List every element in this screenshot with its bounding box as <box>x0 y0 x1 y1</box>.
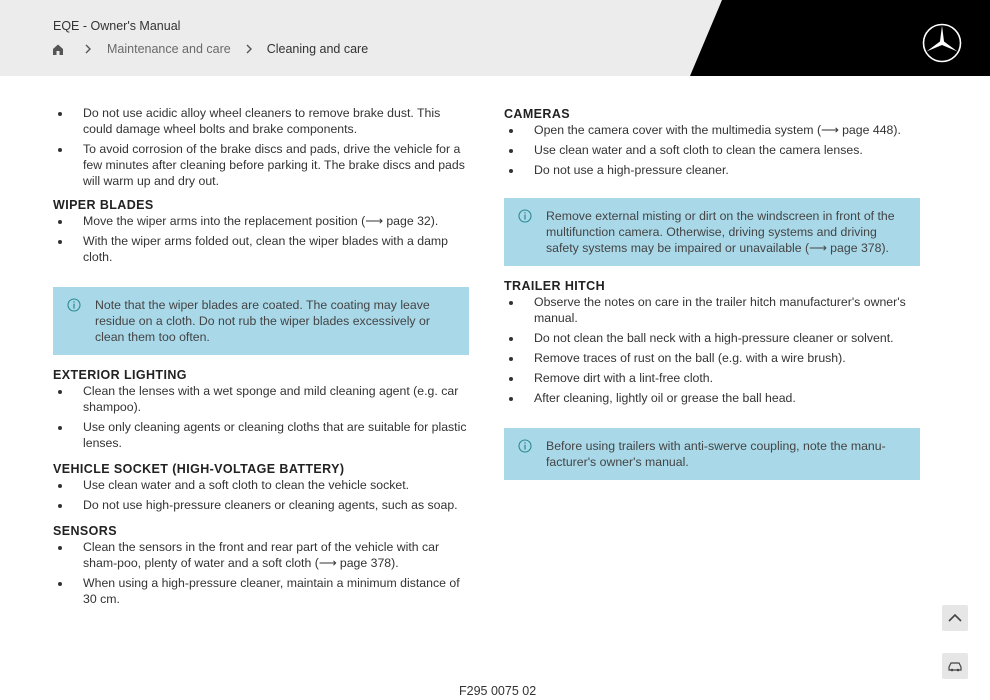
breadcrumb-maintenance[interactable]: Maintenance and care <box>107 42 231 56</box>
list-item: Do not use a high-pressure cleaner. <box>504 162 920 178</box>
list-item: Use clean water and a soft cloth to clean the vehicle socket. <box>53 477 469 493</box>
list-item: Clean the sensors in the front and rear part of the vehicle with car sham-poo, plenty of water and a soft cloth (⟶ page 378). <box>53 539 469 571</box>
list-item: Observe the notes on care in the trailer hitch manufacturer's owner's manual. <box>504 294 920 326</box>
cameras-list <box>504 122 920 178</box>
list-item: When using a high-pressure cleaner, maintain a minimum distance of 30 cm. <box>53 575 469 607</box>
cameras-note <box>504 198 920 266</box>
list-item: Move the wiper arms into the replacement position (⟶ page 32). <box>53 213 469 229</box>
lighting-list <box>53 383 469 451</box>
section-title-socket: VEHICLE SOCKET (HIGH-VOLTAGE BATTERY) <box>53 462 345 476</box>
list-item: Clean the lenses with a wet sponge and mild cleaning agent (e.g. car shampoo). <box>53 383 469 415</box>
list-item: After cleaning, lightly oil or grease the ball head. <box>504 390 920 406</box>
left-column <box>53 105 469 611</box>
info-icon <box>67 298 81 312</box>
wheel-cleaning-list <box>53 105 469 189</box>
section-title-sensors: SENSORS <box>53 524 117 538</box>
sensors-list <box>53 539 469 607</box>
car-icon <box>947 660 963 672</box>
app-title: EQE - Owner's Manual <box>53 19 181 33</box>
list-item: Use clean water and a soft cloth to clean the camera lenses. <box>504 142 920 158</box>
note-text: Before using trailers with anti-swerve coupling, note the manu-facturer's owner's manual. <box>546 439 886 469</box>
list-item: Use only cleaning agents or cleaning cloths that are suitable for plastic lenses. <box>53 419 469 451</box>
hitch-list <box>504 294 920 406</box>
section-title-cameras: CAMERAS <box>504 107 570 121</box>
list-item: Remove traces of rust on the ball (e.g. with a wire brush). <box>504 350 920 366</box>
list-item: To avoid corrosion of the brake discs and pads, drive the vehicle for a few minutes after cleaning before parking it. The brake discs and pads will warm up and dry out. <box>53 141 469 189</box>
home-icon[interactable] <box>52 43 64 56</box>
list-item: Remove dirt with a lint-free cloth. <box>504 370 920 386</box>
chevron-right-icon <box>245 44 253 54</box>
figure-code: F295 0075 02 <box>459 684 537 698</box>
info-icon <box>518 439 532 453</box>
list-item: Open the camera cover with the multimedia system (⟶ page 448). <box>504 122 920 138</box>
info-icon <box>518 209 532 223</box>
list-item: Do not use acidic alloy wheel cleaners to remove brake dust. This could damage wheel bolts and brake components. <box>53 105 469 137</box>
note-text: Note that the wiper blades are coated. The coating may leave residue on a cloth. Do not rub the wiper blades excessively or clean them too often. <box>95 298 430 344</box>
note-text: Remove external misting or dirt on the windscreen in front of the multifunction camera. Otherwise, driving systems and driving safety systems may be impaired or unavailable (⟶ page 378). <box>546 209 895 255</box>
right-column <box>504 105 920 480</box>
hitch-note <box>504 428 920 480</box>
wiper-note <box>53 287 469 355</box>
chevron-right-icon <box>84 44 92 54</box>
mercedes-star-icon[interactable] <box>922 23 962 63</box>
list-item: Do not clean the ball neck with a high-pressure cleaner or solvent. <box>504 330 920 346</box>
breadcrumb-current: Cleaning and care <box>266 42 369 56</box>
socket-list <box>53 477 469 513</box>
chevron-up-icon <box>947 613 963 623</box>
scroll-to-top-button[interactable] <box>942 605 968 631</box>
breadcrumb <box>52 42 368 56</box>
section-title-hitch: TRAILER HITCH <box>504 279 606 293</box>
wiper-list <box>53 213 469 265</box>
section-title-lighting: EXTERIOR LIGHTING <box>53 368 187 382</box>
list-item: With the wiper arms folded out, clean the wiper blades with a damp cloth. <box>53 233 469 265</box>
list-item: Do not use high-pressure cleaners or cleaning agents, such as soap. <box>53 497 469 513</box>
vehicle-view-button[interactable] <box>942 653 968 679</box>
header-bar <box>0 0 990 76</box>
section-title-wiper: WIPER BLADES <box>53 198 154 212</box>
